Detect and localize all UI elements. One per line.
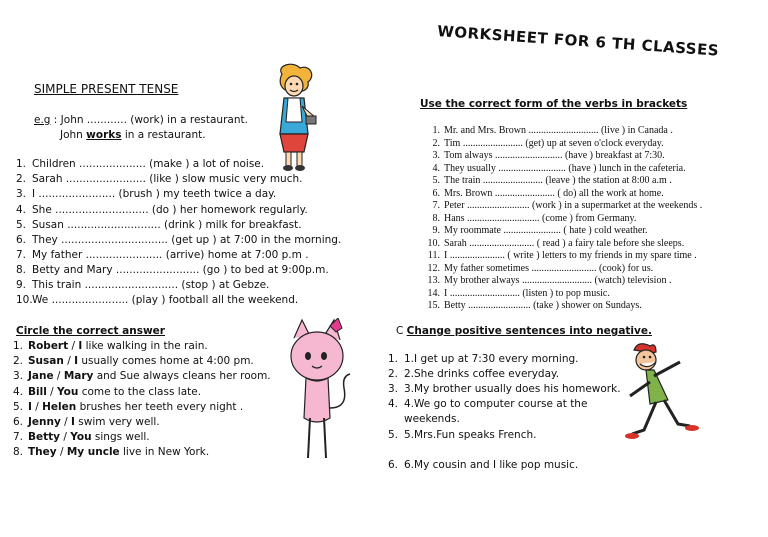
item-text: come to the class late. xyxy=(78,386,202,398)
item-number: 5. xyxy=(16,219,27,231)
list-item xyxy=(410,225,648,236)
choice-a[interactable]: Robert xyxy=(28,340,69,352)
item-text: 2.She drinks coffee everyday. xyxy=(404,368,560,380)
section-title-negative xyxy=(396,325,652,337)
choice-a[interactable]: I xyxy=(28,401,32,413)
list-item xyxy=(410,175,672,186)
list-item xyxy=(410,300,642,311)
list-item xyxy=(410,288,610,299)
item-text: I ...................... ( write ) letters to my friends in my spare time . xyxy=(444,250,697,261)
item-number: 6. xyxy=(432,187,440,199)
item-number: 14. xyxy=(427,287,440,299)
item-number: 12. xyxy=(427,262,440,274)
item-number: 6. xyxy=(12,416,23,428)
list-item xyxy=(388,398,587,410)
item-number: 10. xyxy=(16,294,33,306)
item-number: 9. xyxy=(16,279,27,291)
item-text: She ............................ (do ) her homework regularly. xyxy=(32,204,308,216)
item-text: Mr. and Mrs. Brown ............................ (live ) in Canada . xyxy=(444,125,673,136)
item-text: Sarah ........................ (like ) slow music very much. xyxy=(32,173,303,185)
list-item xyxy=(410,275,671,286)
list-item xyxy=(410,138,664,149)
item-number: 1. xyxy=(16,158,27,170)
list-item: 1. Robert / I like walking in the rain. xyxy=(4,340,208,352)
item-number: 8. xyxy=(16,264,27,276)
example-label: e.g xyxy=(34,114,51,126)
list-item: 2. Susan / I usually comes home at 4:00 pm. xyxy=(4,355,254,367)
item-text: brushes her teeth every night . xyxy=(76,401,244,413)
item-text: 5.Mrs.Fun speaks French. xyxy=(404,429,537,441)
list-item xyxy=(410,213,636,224)
list-item xyxy=(410,250,697,261)
item-text: 1.I get up at 7:30 every morning. xyxy=(404,353,579,365)
item-number: 3. xyxy=(12,370,23,382)
list-item xyxy=(16,188,276,200)
item-number: 8. xyxy=(432,212,440,224)
choice-b[interactable]: Mary xyxy=(63,370,94,382)
item-number: 9. xyxy=(432,225,440,236)
worksheet-title: WORKSHEET FOR 6 TH CLASSES xyxy=(436,22,720,60)
choice-a[interactable]: Jane xyxy=(28,370,54,382)
section-title-verbs: Use the correct form of the verbs in brackets xyxy=(420,98,688,110)
list-item xyxy=(16,279,269,291)
list-item xyxy=(388,413,460,425)
item-number: 11. xyxy=(427,250,440,261)
choice-a[interactable]: They xyxy=(28,446,57,458)
item-text: weekends. xyxy=(404,413,460,425)
item-number: 2. xyxy=(388,368,399,380)
item-number: 8. xyxy=(12,446,23,458)
choice-b[interactable]: I xyxy=(71,416,75,428)
list-item xyxy=(410,163,686,174)
list-item: 6. Jenny / I swim very well. xyxy=(4,416,160,428)
list-item xyxy=(16,234,341,246)
item-text: Hans ............................. (come ) from Germany. xyxy=(444,212,637,224)
list-item xyxy=(410,150,665,161)
item-text: My roommate ....................... ( hate ) cold weather. xyxy=(444,225,648,236)
item-text: Betty ......................... (take ) shower on Sundays. xyxy=(444,300,642,311)
item-text: Tom always ........................... (have ) breakfast at 7:30. xyxy=(444,150,665,161)
list-item: 4. Bill / You come to the class late. xyxy=(4,386,201,398)
list-item xyxy=(388,353,579,365)
item-text: They ................................ (get up ) at 7:00 in the morning. xyxy=(32,234,342,246)
item-text: 6.My cousin and I like pop music. xyxy=(404,459,579,471)
list-item xyxy=(16,173,302,185)
choice-b[interactable]: I xyxy=(74,355,78,367)
item-text: like walking in the rain. xyxy=(82,340,208,352)
girl-illustration xyxy=(262,62,322,172)
list-item xyxy=(410,188,664,199)
item-number: 10. xyxy=(427,237,440,249)
list-item xyxy=(16,264,329,276)
choice-a[interactable]: Susan xyxy=(28,355,64,367)
example-line-2 xyxy=(60,129,206,141)
item-text: and Sue always cleans her room. xyxy=(93,370,271,382)
item-text: live in New York. xyxy=(119,446,210,458)
choice-b[interactable]: I xyxy=(78,340,83,352)
item-text: My brother always ............................ (watch) television . xyxy=(444,275,672,286)
item-number: 13. xyxy=(427,275,440,286)
item-text: The train ........................ (leave ) the station at 8:00 a.m . xyxy=(444,175,672,186)
running-woman-illustration xyxy=(620,342,700,452)
item-text: This train ............................ (stop ) at Gebze. xyxy=(32,279,270,291)
example-answer-c: in a restaurant. xyxy=(121,129,206,141)
section-prefix: C xyxy=(396,325,407,337)
list-item xyxy=(410,200,702,211)
item-number: 1. xyxy=(388,353,399,365)
choice-a[interactable]: Bill xyxy=(28,386,47,398)
list-item: 7. Betty / You sings well. xyxy=(4,431,150,443)
item-number: 5. xyxy=(12,401,23,413)
list-item xyxy=(388,368,559,380)
item-number: 3. xyxy=(16,188,27,200)
item-number: 2. xyxy=(16,173,27,185)
list-item xyxy=(388,459,578,471)
list-item xyxy=(16,294,298,306)
item-text: Susan ............................ (drink ) milk for breakfast. xyxy=(32,219,302,231)
item-number: 4. xyxy=(16,204,27,216)
list-item xyxy=(410,263,653,274)
section-title-circle: Circle the correct answer xyxy=(16,325,165,337)
item-number: 3. xyxy=(388,383,399,395)
list-item xyxy=(388,383,621,395)
list-item xyxy=(410,125,673,136)
item-text: They usually ........................... (have ) lunch in the cafeteria. xyxy=(444,162,686,174)
item-number: 7. xyxy=(432,200,440,211)
item-text: Peter ......................... (work ) in a supermarket at the weekends . xyxy=(444,200,703,211)
item-number: 1. xyxy=(12,340,23,352)
pink-cat-illustration xyxy=(284,318,356,468)
item-text: I ............................ (listen ) to pop music. xyxy=(444,287,610,299)
list-item xyxy=(410,238,684,249)
list-item xyxy=(16,219,302,231)
item-text: Tim ........................ (get) up at seven o'clock everyday. xyxy=(444,137,664,149)
item-text: My father ....................... (arrive) home at 7:00 p.m . xyxy=(32,249,309,261)
list-item xyxy=(16,204,308,216)
item-text: Betty and Mary ......................... (go ) to bed at 9:00p.m. xyxy=(32,264,329,276)
section-title-simple-present: SIMPLE PRESENT TENSE xyxy=(34,82,179,96)
item-number: 6. xyxy=(16,234,27,246)
list-item: 3. Jane / Mary and Sue always cleans her room. xyxy=(4,370,271,382)
item-number: 5. xyxy=(388,429,399,441)
list-item xyxy=(16,249,309,261)
item-text: 3.My brother usually does his homework. xyxy=(404,383,621,395)
section-title-text: Change positive sentences into negative. xyxy=(406,325,652,337)
choice-a[interactable]: Betty xyxy=(28,431,61,443)
example-answer-verb: works xyxy=(86,129,122,141)
item-text: sings well. xyxy=(91,431,150,443)
item-number: 6. xyxy=(388,459,399,471)
item-text: Sarah .......................... ( read ) a fairy tale before she sleeps. xyxy=(444,237,685,249)
item-number: 2. xyxy=(432,137,440,149)
choice-a[interactable]: Jenny xyxy=(28,416,61,428)
item-text: usually comes home at 4:00 pm. xyxy=(78,355,254,367)
item-number: 4. xyxy=(12,386,23,398)
list-item xyxy=(388,429,536,441)
item-number: 7. xyxy=(16,249,27,261)
item-text: My father sometimes .......................... (cook) for us. xyxy=(444,262,654,274)
item-number: 3. xyxy=(432,150,440,161)
item-text: Children .................... (make ) a lot of noise. xyxy=(32,158,265,170)
item-number: 2. xyxy=(12,355,23,367)
item-number: 15. xyxy=(427,300,440,311)
list-item: 8. They / My uncle live in New York. xyxy=(4,446,209,458)
example-sentence: : John ............ (work) in a restaurant. xyxy=(50,114,248,126)
item-text: Mrs. Brown ........................ ( do) all the work at home. xyxy=(444,187,664,199)
item-number: 1. xyxy=(432,125,440,136)
list-item xyxy=(16,158,264,170)
example-line-1 xyxy=(34,114,248,126)
item-number: 4. xyxy=(388,398,399,410)
choice-b[interactable]: My uncle xyxy=(66,446,120,458)
choice-b[interactable]: Helen xyxy=(42,401,77,413)
choice-b[interactable]: You xyxy=(57,386,79,398)
example-answer-a: John xyxy=(60,129,87,141)
list-item: 5. I / Helen brushes her teeth every night . xyxy=(4,401,243,413)
item-text: swim very well. xyxy=(74,416,160,428)
item-text: 4.We go to computer course at the xyxy=(404,398,588,410)
item-number: 7. xyxy=(12,431,23,443)
item-text: We ....................... (play ) football all the weekend. xyxy=(32,294,299,306)
choice-b[interactable]: You xyxy=(70,431,92,443)
item-number: 4. xyxy=(432,162,440,174)
item-text: I ....................... (brush ) my teeth twice a day. xyxy=(32,188,277,200)
item-number: 5. xyxy=(432,175,440,186)
